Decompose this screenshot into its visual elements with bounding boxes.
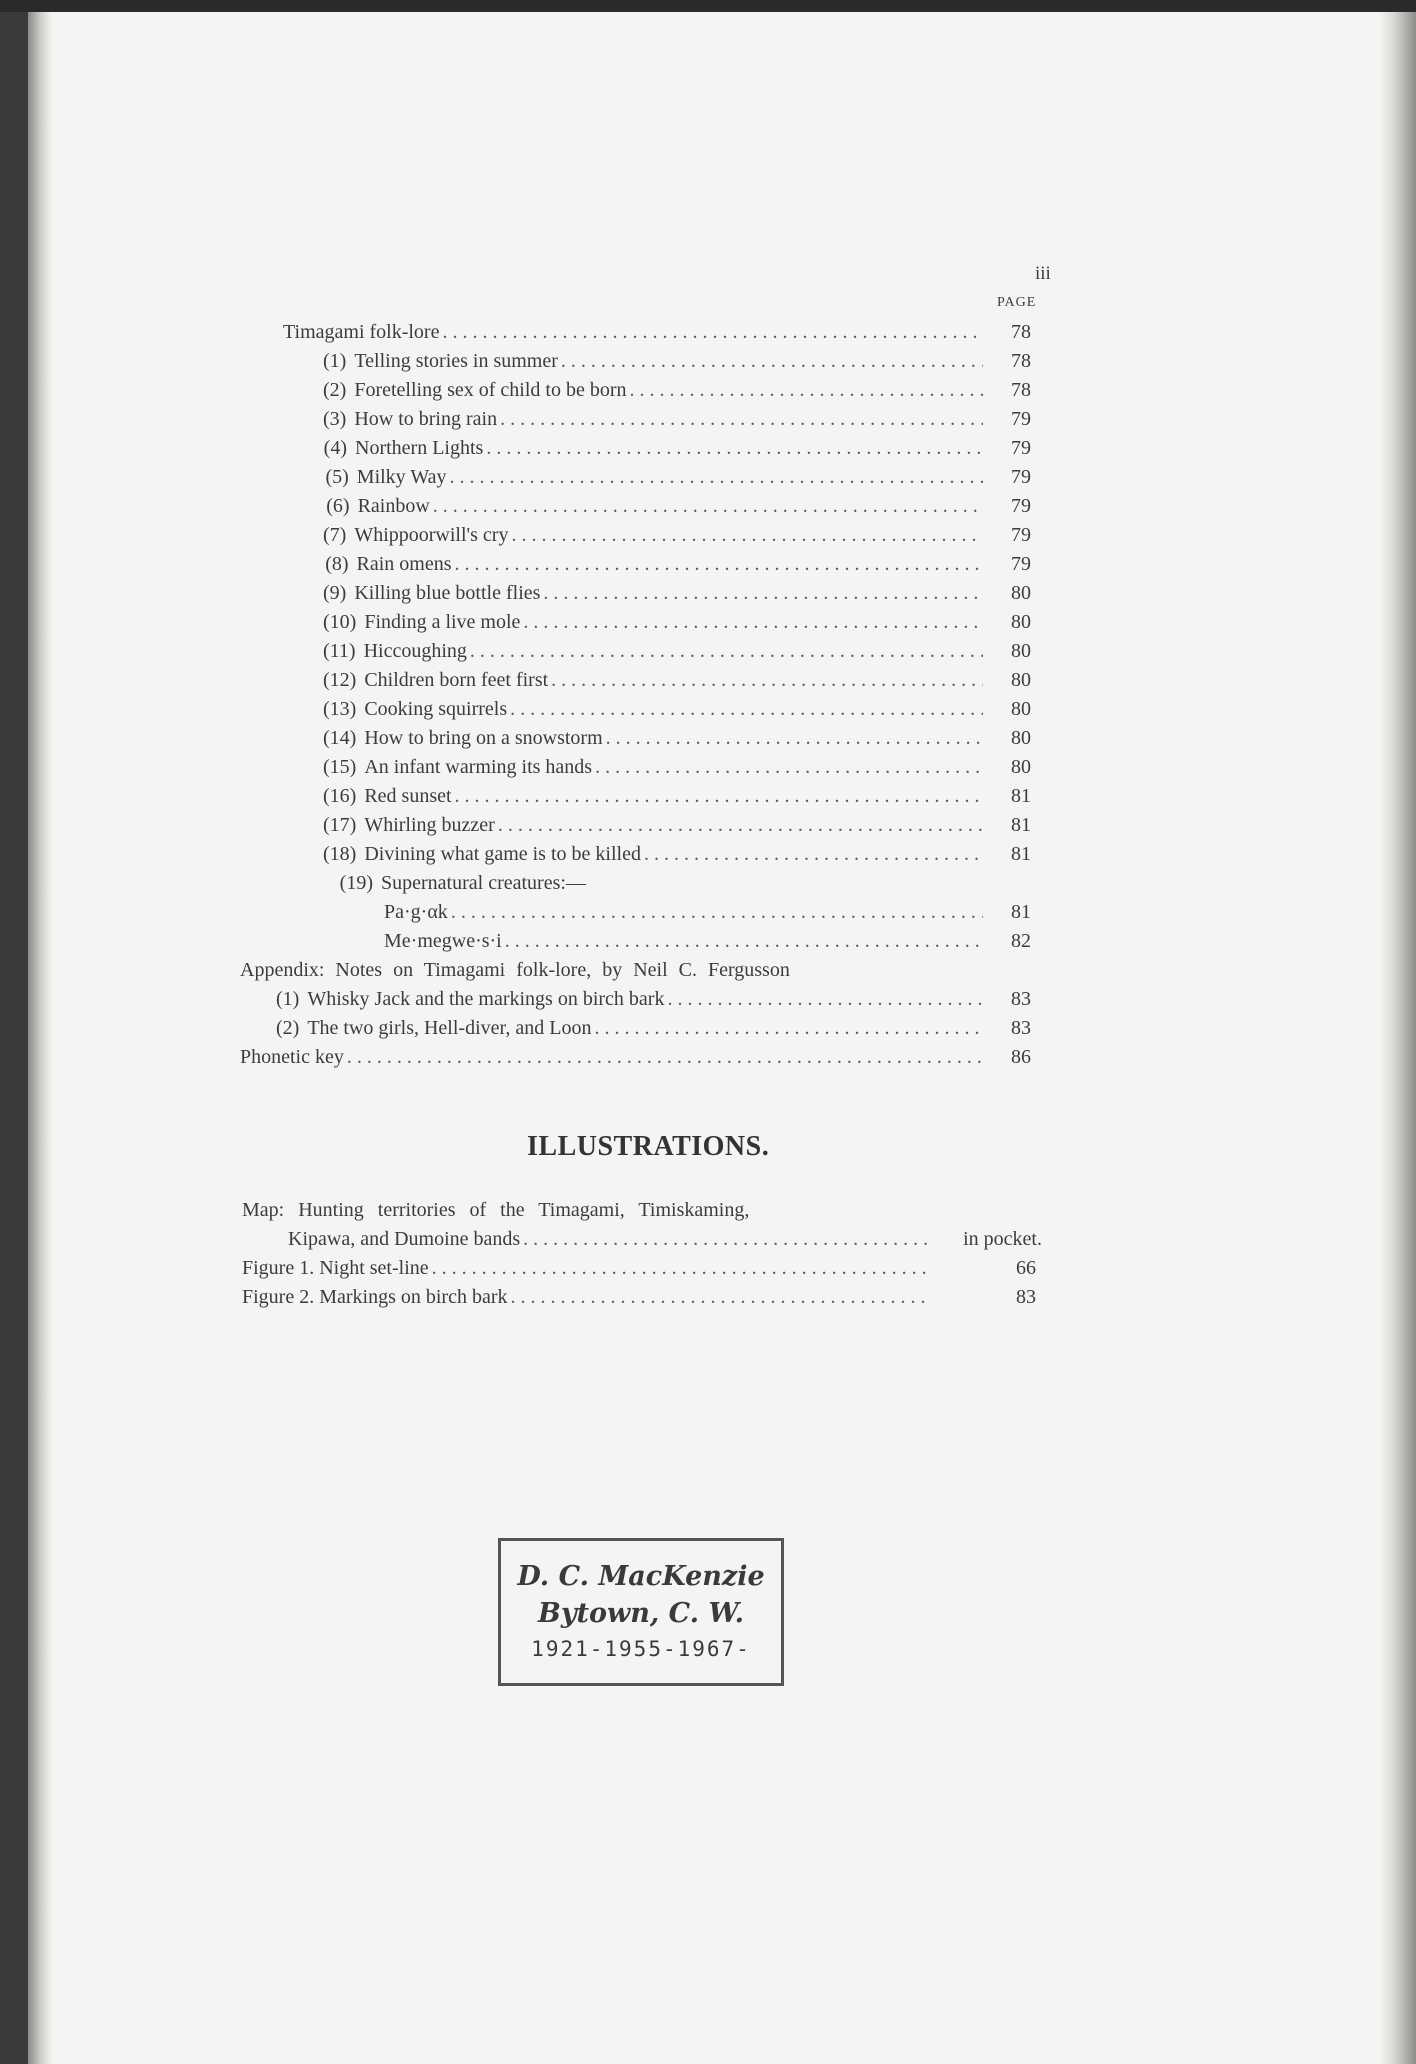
toc-item (323, 696, 1031, 722)
toc-item (323, 522, 1031, 548)
leader-dots (344, 1044, 983, 1070)
stamp-line-place: Bytown, C. W. (538, 1598, 744, 1629)
toc-page: 82 (1011, 930, 1031, 952)
toc-label: How to bring rain (354, 408, 498, 430)
toc-item-number: (17) (323, 814, 357, 836)
toc-item-number: (18) (323, 843, 357, 865)
toc-item-number: (6) (326, 495, 350, 517)
toc-label: Telling stories in summer (354, 350, 558, 372)
leader-dots (448, 899, 983, 925)
toc-page: 81 (1011, 785, 1031, 807)
leader-dots (603, 725, 983, 751)
toc-page: 79 (1011, 466, 1031, 488)
toc-subitem (384, 928, 1031, 954)
leader-dots (591, 1015, 983, 1041)
toc-subitem (384, 899, 1031, 925)
toc-item-number: (8) (325, 553, 349, 575)
toc-page: 78 (1011, 350, 1031, 372)
toc-label: Me·megwe·s·i (384, 930, 502, 952)
toc-label: Supernatural creatures:— (381, 872, 586, 894)
illustration-label: Figure 1. Night set-line (242, 1257, 429, 1279)
toc-item-number: (2) (276, 1017, 300, 1039)
leader-dots (507, 696, 983, 722)
page-binding-shadow (28, 12, 52, 2064)
toc-item (323, 725, 1031, 751)
toc-item (323, 551, 1031, 577)
toc-item-number: (16) (323, 785, 357, 807)
toc-page: 79 (1011, 437, 1031, 459)
toc-item (323, 406, 1031, 432)
toc-item-number: (9) (323, 582, 347, 604)
illustration-label: Kipawa, and Dumoine bands (288, 1228, 521, 1250)
toc-label: Pa·g·αk (384, 901, 448, 923)
illustrations-heading: ILLUSTRATIONS. (527, 1131, 770, 1162)
toc-label: Timagami folk-lore (283, 321, 440, 343)
leader-dots (495, 812, 983, 838)
toc-item-number: (11) (323, 640, 356, 662)
toc-label: Foretelling sex of child to be born (354, 379, 627, 401)
toc-page: 80 (1011, 669, 1031, 691)
toc-page: 80 (1011, 582, 1031, 604)
toc-item (323, 783, 1031, 809)
toc-item (323, 812, 1031, 838)
toc-page: 78 (1011, 321, 1031, 343)
toc-page: 80 (1011, 698, 1031, 720)
page-right-edge (1380, 12, 1416, 2064)
toc-label: Children born feet first (364, 669, 549, 691)
leader-dots (520, 1226, 932, 1252)
toc-item-number: (12) (323, 669, 357, 691)
toc-item (323, 580, 1031, 606)
toc-item (323, 609, 1031, 635)
toc-item-number: (4) (323, 437, 347, 459)
illustration-page: 66 (1016, 1257, 1036, 1279)
toc-item-number: (19) (339, 872, 373, 894)
toc-label: Rain omens (356, 553, 452, 575)
leader-dots (664, 986, 983, 1012)
illustration-figure (242, 1255, 1036, 1281)
toc-item (323, 667, 1031, 693)
leader-dots (558, 348, 983, 374)
toc-page: 83 (1011, 988, 1031, 1010)
toc-label: Cooking squirrels (364, 698, 508, 720)
toc-label: Whirling buzzer (364, 814, 495, 836)
toc-label: Hiccoughing (363, 640, 467, 662)
leader-dots (592, 754, 983, 780)
toc-item-number: (13) (323, 698, 357, 720)
toc-item (323, 493, 1031, 519)
toc-item (323, 435, 1031, 461)
illustration-label: Figure 2. Markings on birch bark (242, 1286, 508, 1308)
toc-item (323, 377, 1031, 403)
toc-item-number: (3) (323, 408, 347, 430)
toc-page: 81 (1011, 843, 1031, 865)
leader-dots (520, 609, 983, 635)
toc-label: Whisky Jack and the markings on birch bark (307, 988, 665, 1010)
page-number: iii (1035, 263, 1051, 284)
illustration-map-line2 (288, 1226, 1042, 1252)
toc-item-number: (14) (323, 727, 357, 749)
toc-item (323, 464, 1031, 490)
toc-page: 80 (1011, 756, 1031, 778)
toc-item (323, 754, 1031, 780)
toc-appendix-item (276, 986, 1031, 1012)
toc-page: 80 (1011, 727, 1031, 749)
toc-page: 81 (1011, 814, 1031, 836)
illustration-figure (242, 1284, 1036, 1310)
toc-page: 79 (1011, 553, 1031, 575)
toc-item (323, 638, 1031, 664)
toc-label: An infant warming its hands (364, 756, 593, 778)
toc-item-number: (2) (323, 379, 347, 401)
leader-dots (483, 435, 983, 461)
leader-dots (429, 1255, 928, 1281)
toc-item (323, 348, 1031, 374)
toc-label: Whippoorwill's cry (354, 524, 509, 546)
toc-label: Red sunset (364, 785, 452, 807)
toc-item-number: (10) (323, 611, 357, 633)
toc-label: Appendix: Notes on Timagami folk-lore, by Neil C. Fergusson (240, 959, 790, 981)
illustration-page: in pocket. (963, 1228, 1042, 1250)
leader-dots (627, 377, 984, 403)
illustration-page: 83 (1016, 1286, 1036, 1308)
toc-label: Killing blue bottle flies (354, 582, 541, 604)
toc-page: 80 (1011, 640, 1031, 662)
toc-item-number: (5) (325, 466, 349, 488)
toc-appendix-item (276, 1015, 1031, 1041)
toc-item-number: (15) (323, 756, 357, 778)
toc-label: The two girls, Hell-diver, and Loon (307, 1017, 592, 1039)
leader-dots (452, 551, 983, 577)
illustration-map-line1 (242, 1197, 1042, 1223)
toc-entry-folklore (283, 319, 1031, 345)
toc-label: Milky Way (356, 466, 447, 488)
leader-dots (641, 841, 983, 867)
toc-label: Northern Lights (355, 437, 484, 459)
toc-label: Divining what game is to be killed (364, 843, 641, 865)
toc-page: 81 (1011, 901, 1031, 923)
toc-page: 86 (1011, 1046, 1031, 1068)
leader-dots (508, 1284, 928, 1310)
leader-dots (540, 580, 983, 606)
leader-dots (467, 638, 983, 664)
leader-dots (430, 493, 983, 519)
toc-label: Rainbow (357, 495, 430, 517)
toc-page: 78 (1011, 379, 1031, 401)
scan-top-edge (0, 0, 1416, 12)
toc-page: 79 (1011, 408, 1031, 430)
stamp-line-years: 1921-1955-1967- (531, 1637, 751, 1661)
toc-page: 80 (1011, 611, 1031, 633)
leader-dots (502, 928, 983, 954)
illustration-label: Map: Hunting territories of the Timagami, Timiskaming, (242, 1199, 750, 1221)
toc-label: Finding a live mole (364, 611, 521, 633)
toc-item (323, 870, 1031, 896)
toc-item-number: (1) (276, 988, 300, 1010)
leader-dots (439, 319, 983, 345)
owner-stamp (498, 1538, 784, 1686)
toc-label: How to bring on a snowstorm (364, 727, 603, 749)
toc-item-number: (1) (323, 350, 347, 372)
leader-dots (508, 522, 983, 548)
toc-page: 79 (1011, 495, 1031, 517)
toc-page: 79 (1011, 524, 1031, 546)
leader-dots (446, 464, 983, 490)
toc-label: Phonetic key (240, 1046, 344, 1068)
toc-item (323, 841, 1031, 867)
toc-item-number: (7) (323, 524, 347, 546)
toc-page: 83 (1011, 1017, 1031, 1039)
toc-entry-phonetic (240, 1044, 1031, 1070)
toc-entry-appendix (240, 957, 1031, 983)
leader-dots (452, 783, 983, 809)
stamp-line-name: D. C. MacKenzie (517, 1561, 765, 1592)
page-column-label: PAGE (997, 295, 1037, 310)
leader-dots (497, 406, 983, 432)
leader-dots (548, 667, 983, 693)
